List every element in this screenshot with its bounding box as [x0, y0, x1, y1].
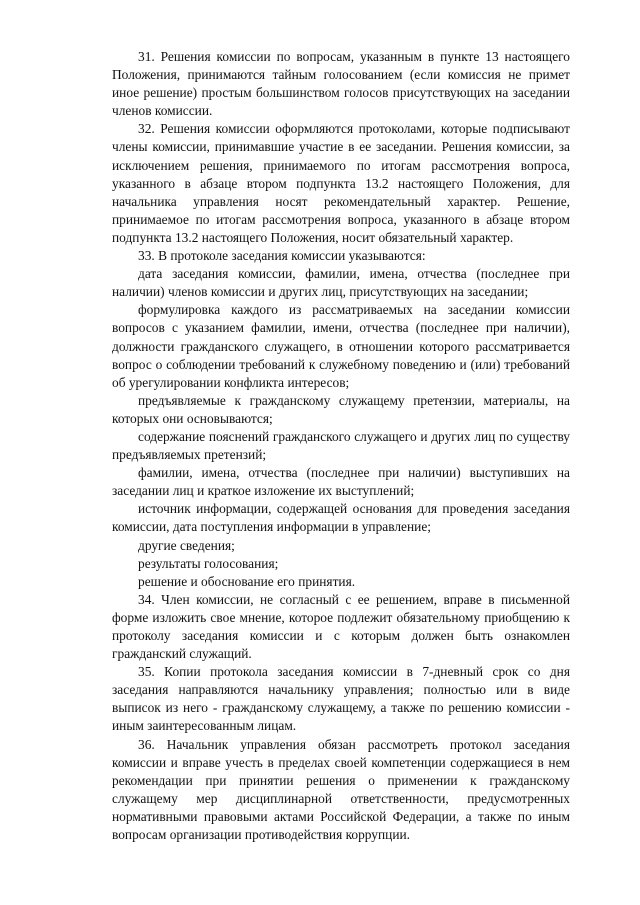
protocol-item-source: источник информации, содержащей основания для проведения заседания комиссии, дата поступления информации в управление;: [112, 501, 570, 535]
protocol-item-wording: формулировка каждого из рассматриваемых на заседании комиссии вопросов с указанием фамилии, имени, отчества (последнее при наличии), должности гражданского служащего, в отношении которого рассматривается вопрос о соблюдении требований к служебному поведению и (или) требований об урегулировании конфликта интересов;: [112, 302, 570, 390]
protocol-item-votes: результаты голосования;: [138, 555, 279, 571]
protocol-item-decision: решение и обоснование его принятия.: [138, 573, 356, 589]
paragraph-36: 36. Начальник управления обязан рассмотреть протокол заседания комиссии и вправе учесть в пределах своей компетенции содержащиеся в нем рекомендации при принятии решения о применении к гражданскому служащему мер дисциплинарной ответственности, предусмотренных нормативными правовыми актами Российской Федерации, а также по иным вопросам организации противодействия коррупции.: [112, 736, 570, 843]
paragraph-35: 35. Копии протокола заседания комиссии в 7-дневный срок со дня заседания направляются начальнику управления; полностью или в виде выписок из него - гражданскому служащему, а также по решению комиссии - иным заинтересованным лицам.: [112, 664, 570, 734]
document-page: [112, 48, 570, 844]
protocol-item-date: дата заседания комиссии, фамилии, имена, отчества (последнее при наличии) членов комиссии и других лиц, присутствующих на заседании;: [112, 266, 570, 300]
paragraph-32: 32. Решения комиссии оформляются протоколами, которые подписывают члены комиссии, принимавшие участие в ее заседании. Решения комиссии, за исключением решения, принимаемого по итогам рассмотрения вопроса, указанного в абзаце втором подпункта 13.2 настоящего Положения, для начальника управления носят рекомендательный характер. Решение, принимаемое по итогам рассмотрения вопроса, указанного в абзаце втором подпункта 13.2 настоящего Положения, носит обязательный характер.: [112, 121, 570, 245]
paragraph-34: 34. Член комиссии, не согласный с ее решением, вправе в письменной форме изложить свое мнение, которое подлежит обязательному приобщению к протоколу заседания комиссии и с которым должен быть ознакомлен гражданский служащий.: [112, 591, 570, 662]
paragraph-31: 31. Решения комиссии по вопросам, указанным в пункте 13 настоящего Положения, принимаются тайным голосованием (если комиссия не примет иное решение) простым большинством голосов присутствующих на заседании членов комиссии.: [112, 49, 570, 119]
protocol-item-other: другие сведения;: [138, 537, 235, 553]
protocol-item-speakers: фамилии, имена, отчества (последнее при наличии) выступивших на заседании лиц и краткое изложение их выступлений;: [112, 465, 570, 499]
protocol-item-claims: предъявляемые к гражданскому служащему претензии, материалы, на которых они основываются;: [112, 392, 570, 426]
protocol-item-explanations: содержание пояснений гражданского служащего и других лиц по существу предъявляемых претензий;: [112, 428, 570, 463]
paragraph-33: 33. В протоколе заседания комиссии указываются:: [138, 248, 426, 264]
